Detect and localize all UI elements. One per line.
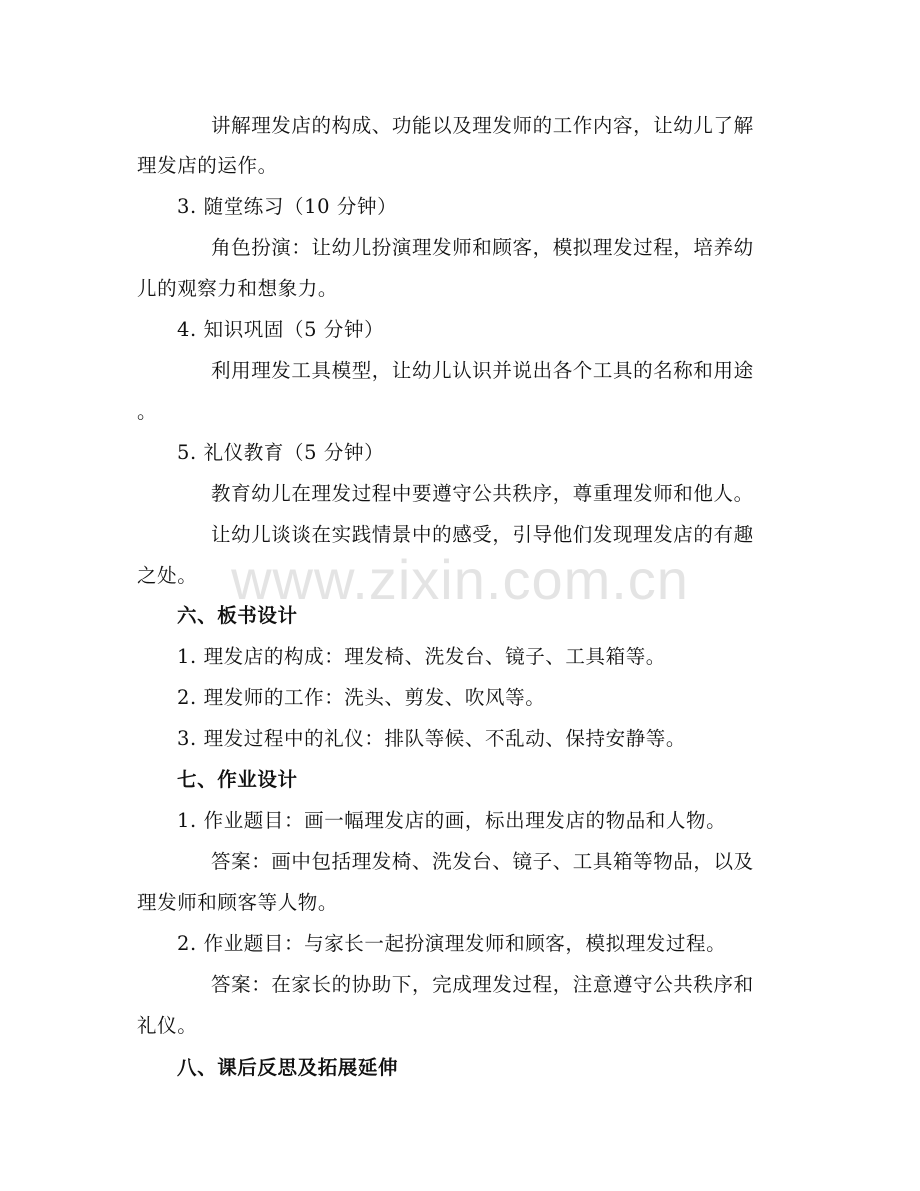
paragraph-answer-1-cont: 理发师和顾客等人物。: [137, 891, 339, 914]
paragraph-explain-barbershop: 讲解理发店的构成、功能以及理发师的工作内容，让幼儿了解: [211, 114, 754, 137]
paragraph-answer-2-cont: 礼仪。: [137, 1014, 198, 1037]
paragraph-role-play-cont: 儿的观察力和想象力。: [137, 277, 339, 300]
list-item-practice: 3. 随堂练习（10 分钟）: [177, 195, 398, 218]
list-item-board-1: 1. 理发店的构成：理发椅、洗发台、镜子、工具箱等。: [177, 645, 666, 668]
paragraph-explain-barbershop-cont: 理发店的运作。: [137, 154, 278, 177]
list-item-consolidation: 4. 知识巩固（5 分钟）: [177, 318, 385, 341]
list-item-board-3: 3. 理发过程中的礼仪：排队等候、不乱动、保持安静等。: [177, 727, 687, 750]
section-heading-reflection: 八、课后反思及拓展延伸: [177, 1056, 399, 1079]
list-item-board-2: 2. 理发师的工作：洗头、剪发、吹风等。: [177, 686, 546, 709]
paragraph-tool-models: 利用理发工具模型，让幼儿认识并说出各个工具的名称和用途: [211, 359, 754, 382]
watermark: www.zixin.com.cn: [231, 548, 689, 611]
list-item-etiquette: 5. 礼仪教育（5 分钟）: [177, 441, 385, 464]
paragraph-feelings-cont: 之处。: [137, 564, 198, 587]
list-item-homework-2: 2. 作业题目：与家长一起扮演理发师和顾客，模拟理发过程。: [177, 932, 727, 955]
paragraph-etiquette: 教育幼儿在理发过程中要遵守公共秩序，尊重理发师和他人。: [211, 482, 754, 505]
paragraph-feelings: 让幼儿谈谈在实践情景中的感受，引导他们发现理发店的有趣: [211, 523, 754, 546]
list-item-homework-1: 1. 作业题目：画一幅理发店的画，标出理发店的物品和人物。: [177, 809, 727, 832]
paragraph-role-play: 角色扮演：让幼儿扮演理发师和顾客，模拟理发过程，培养幼: [211, 236, 754, 259]
paragraph-answer-1: 答案：画中包括理发椅、洗发台、镜子、工具箱等物品，以及: [211, 850, 754, 873]
section-heading-homework: 七、作业设计: [177, 768, 298, 791]
paragraph-tool-models-cont: 。: [137, 400, 158, 423]
paragraph-answer-2: 答案：在家长的协助下，完成理发过程，注意遵守公共秩序和: [211, 973, 754, 996]
section-heading-board-design: 六、板书设计: [177, 604, 298, 627]
